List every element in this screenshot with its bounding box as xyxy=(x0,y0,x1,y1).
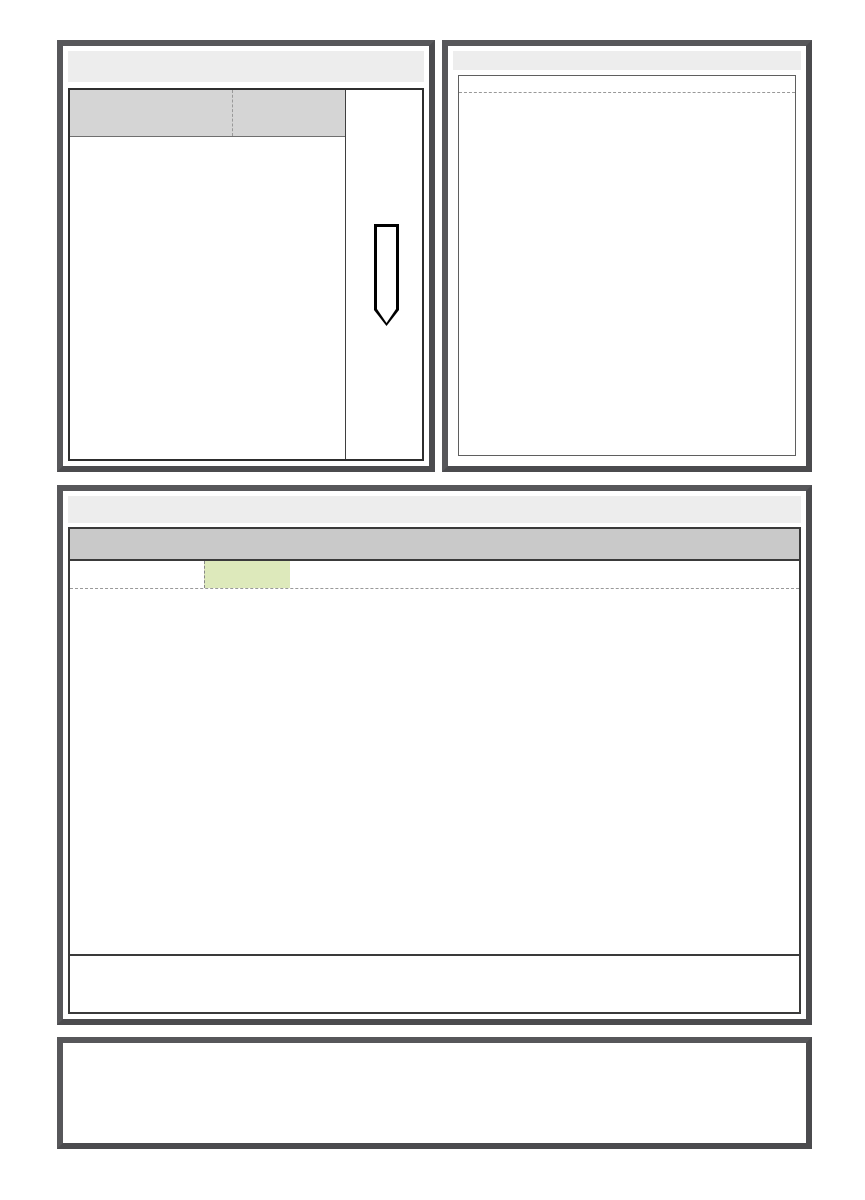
energy-carriers-title xyxy=(453,51,801,70)
issue-date-value xyxy=(613,1072,785,1073)
top-row xyxy=(57,40,812,472)
indicators-totals-row xyxy=(70,954,799,1012)
signature-label xyxy=(463,1083,613,1084)
recommended-measures-table xyxy=(68,88,424,461)
issue-date-label xyxy=(463,1072,613,1073)
indicators-header-row xyxy=(70,529,799,561)
recommended-measures-panel xyxy=(57,40,435,472)
side-note-strip xyxy=(345,90,422,459)
measures-header-measure xyxy=(70,90,233,136)
pie-chart xyxy=(534,113,720,299)
contact-address-line2 xyxy=(187,1083,463,1084)
recommended-measures-title xyxy=(68,51,424,82)
contact-address-line1 xyxy=(187,1072,463,1073)
energy-carriers-panel xyxy=(442,40,812,472)
indicators-subheader-row xyxy=(70,561,799,589)
subheader-scale-spacer xyxy=(70,561,204,588)
indicators-panel xyxy=(57,485,812,1025)
indicators-table xyxy=(68,527,801,1014)
certificate-number-value xyxy=(613,1061,785,1062)
processor-label xyxy=(82,1061,187,1062)
measures-header-set xyxy=(233,90,345,136)
contact-label xyxy=(82,1072,187,1073)
signature-area xyxy=(613,1083,785,1084)
energy-carriers-chart-box xyxy=(458,75,796,456)
uem-cell xyxy=(204,561,290,588)
dashed-divider xyxy=(459,92,795,93)
footer-panel xyxy=(57,1037,812,1149)
indicators-title xyxy=(68,496,801,523)
certificate-number-label xyxy=(463,1061,613,1062)
subheader-merged-cell xyxy=(290,561,799,588)
measures-rows xyxy=(70,137,345,459)
recommendation-arrow-badge xyxy=(374,224,399,326)
measures-header-row xyxy=(70,90,345,137)
processor-value xyxy=(187,1061,463,1062)
indicators-body xyxy=(70,589,799,954)
